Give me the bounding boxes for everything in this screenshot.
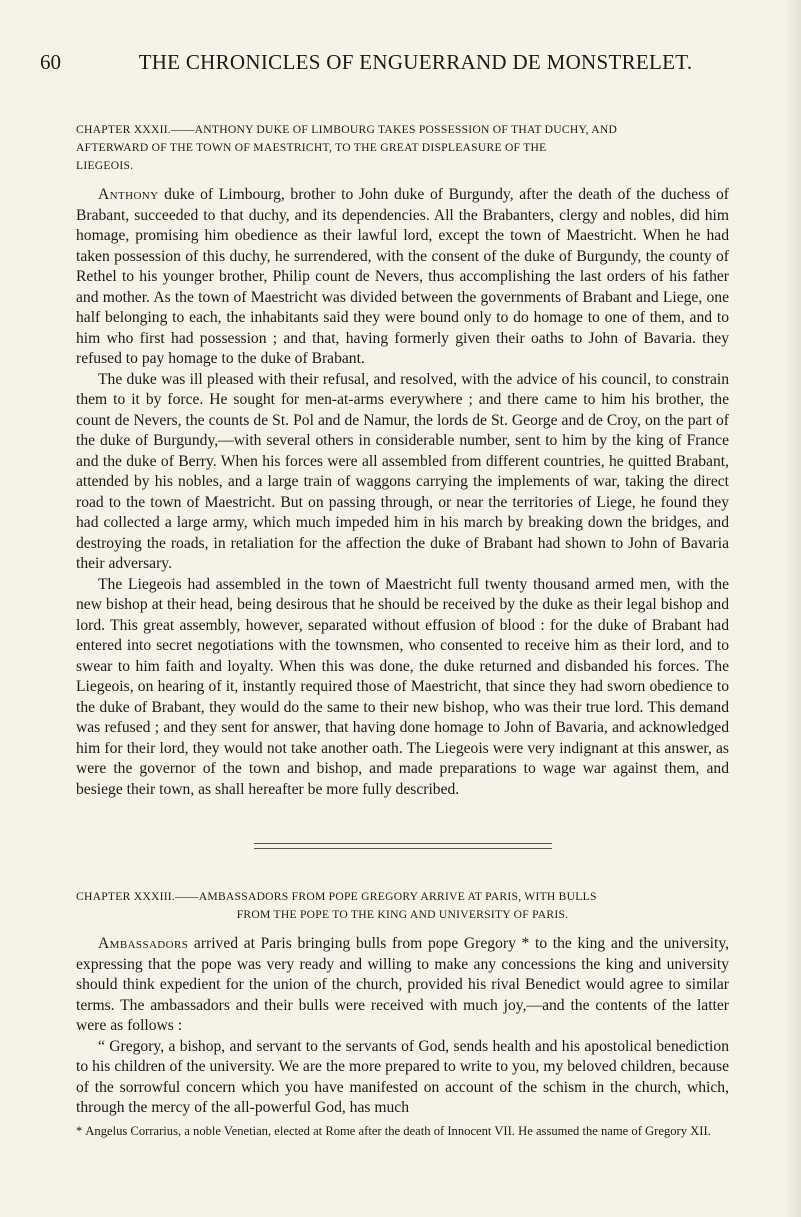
page-number: 60: [40, 50, 61, 74]
chapter-33-lead-word: Ambassadors: [98, 935, 189, 952]
chapter-32-heading-line-3: LIEGEOIS.: [76, 159, 134, 172]
chapter-32: [76, 121, 729, 800]
footnote-text: Angelus Corrarius, a noble Venetian, elected at Rome after the death of Innocent VII. He assumed the name of Gregory XII.: [85, 1123, 711, 1138]
chapter-32-lead-word: Anthony: [98, 186, 159, 203]
chapter-33-heading-line-2: FROM THE POPE TO THE KING AND UNIVERSITY OF PARIS.: [236, 908, 569, 921]
chapter-33: [76, 888, 729, 1119]
chapter-33-paragraph-1: [76, 934, 729, 1037]
chapter-32-heading-line-2: AFTERWARD OF THE TOWN OF MAESTRICHT, TO THE GREAT DISPLEASURE OF THE: [76, 141, 547, 154]
chapter-32-paragraph-2: The duke was ill pleased with their refusal, and resolved, with the advice of his council, to constrain them to it by force. He sought for men-at-arms everywhere ; and there came to him his brother, the count de Nevers, the counts de St. Pol and de Namur, the lords de St. George and de Croy, on the part of the duke of Burgundy,—with several others in considerable number, sent to him by the king of France and the duke of Berry. When his forces were all assembled from different countries, he quitted Brabant, attended by his nobles, and a large train of waggons carrying the implements of war, taking the direct road to the town of Maestricht. But on passing through, or near the territories of Liege, he found they had collected a large army, which much impeded him in his march by breaking down the bridges, and destroying the roads, in retaliation for the affection the duke of Brabant had shown to John of Bavaria their adversary.: [76, 370, 729, 572]
page-content: [76, 121, 729, 1139]
running-head: [38, 40, 763, 80]
chapter-33-paragraph-2: “ Gregory, a bishop, and servant to the servants of God, sends health and his apostolical benediction to his children of the university. We are the more prepared to write to you, my beloved children, because of the sorrowful concern which you have manifested on account of the schism in the church, which, through the mercy of the all-powerful God, has much: [76, 1037, 729, 1116]
page-edge-shadow: [783, 0, 801, 1217]
chapter-32-heading: [76, 121, 729, 175]
chapter-33-heading-line-1: CHAPTER XXXIII.——AMBASSADORS FROM POPE GREGORY ARRIVE AT PARIS, WITH BULLS: [76, 890, 597, 903]
running-title: THE CHRONICLES OF ENGUERRAND DE MONSTRELET.: [138, 50, 693, 74]
chapter-32-paragraph-1: [76, 185, 729, 370]
chapter-32-heading-line-1: CHAPTER XXXII.——ANTHONY DUKE OF LIMBOURG TAKES POSSESSION OF THAT DUCHY, AND: [76, 123, 618, 136]
section-divider: [254, 843, 552, 849]
chapter-32-paragraph-3: The Liegeois had assembled in the town of Maestricht full twenty thousand armed men, with the new bishop at their head, being desirous that he should be received by the duke as their legal bishop and lord. This great assembly, however, separated without effusion of blood : for the duke of Brabant had entered into secret negotiations with the townsmen, who consented to receive him as their lord, and to swear to him faith and loyalty. When this was done, the duke returned and disbanded his forces. The Liegeois, on hearing of it, instantly required those of Maestricht, that since they had sworn obedience to the duke of Brabant, they would do the same to their new bishop, who was their true lord. This demand was refused ; and they sent for answer, that having done homage to John of Bavaria, and acknowledged him for their lord, they would not take another oath. The Liegeois were very indignant at this answer, as were the governor of the town and bishop, and made preparations to wage war against them, and besiege their town, as shall hereafter be more fully described.: [76, 575, 729, 798]
chapter-33-heading: [76, 888, 729, 924]
chapter-33-paragraph-1-text: arrived at Paris bringing bulls from pope Gregory * to the king and the university, expressing that the pope was very ready and willing to make any concessions the king and university should think expedient for the union of the church, provided his rival Benedict would agree to similar terms. The ambassadors and their bulls were received with much joy,—and the contents of the latter were as follows :: [76, 935, 729, 1034]
footnote: [76, 1123, 729, 1139]
footnote-mark: *: [76, 1123, 83, 1138]
chapter-32-paragraph-1-text: duke of Limbourg, brother to John duke of Burgundy, after the death of the duchess of Brabant, succeeded to that duchy, and its dependencies. All the Brabanters, clergy and nobles, did him homage, promising him obedience as their lawful lord, except the town of Maestricht. When he had taken possession of this duchy, he surrendered, with the consent of the duke of Burgundy, the county of Rethel to his younger brother, Philip count de Nevers, thus accomplishing the last orders of his father and mother. As the town of Maestricht was divided between the governments of Brabant and Liege, one half belonging to each, the inhabitants said they were bound only to do homage to one of them, and to him who first had possession ; and that, having formerly given their oaths to John of Bavaria. they refused to pay homage to the duke of Brabant.: [76, 186, 729, 367]
